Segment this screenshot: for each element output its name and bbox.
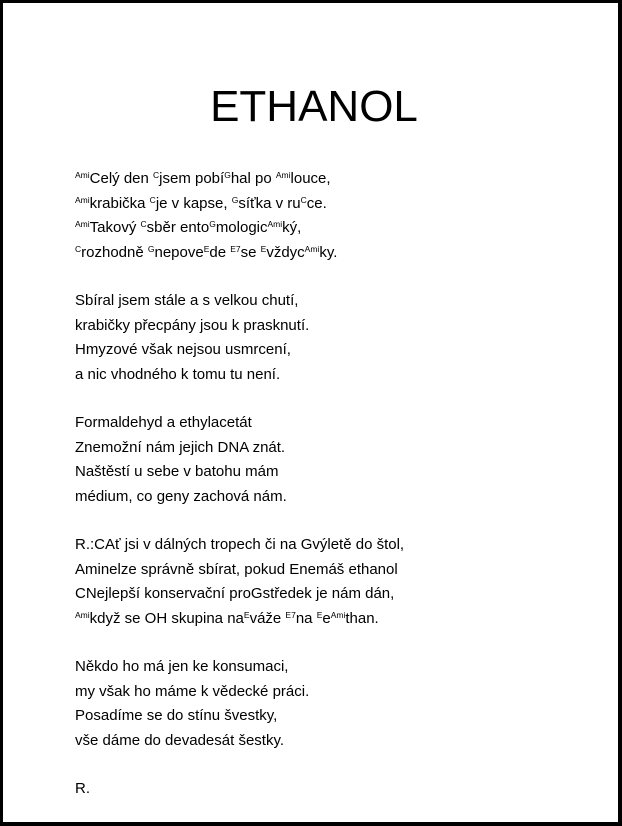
lyric-text: a nic vhodného k tomu tu není. — [75, 365, 281, 383]
lyric-text: váže — [249, 609, 286, 627]
lyric-text: R.:CAť jsi v dálných tropech či na Gvýletě do štol, — [75, 536, 405, 553]
lyric-line — [75, 460, 595, 485]
lyric-line — [75, 729, 595, 754]
chord-label: C — [300, 194, 307, 205]
lyric-text: na — [295, 609, 317, 627]
lyric-text: than. — [345, 609, 379, 627]
lyric-line — [75, 338, 595, 363]
chord-label: E — [316, 609, 323, 620]
chord-label: Ami — [330, 609, 346, 620]
lyric-text: vždyc — [266, 243, 305, 261]
chord-label: C — [140, 219, 147, 229]
chord-label: Ami — [75, 219, 90, 229]
lyric-line — [75, 411, 595, 436]
stanza — [75, 411, 595, 509]
lyric-text: CNejlepší konservační proGstředek je nám dán, — [75, 585, 395, 602]
lyric-line — [75, 533, 595, 558]
lyric-line — [75, 485, 595, 510]
lyric-text: sběr ento — [146, 219, 210, 236]
lyric-text: Naštěstí u sebe v batohu mám — [75, 463, 279, 480]
chord-label: C — [149, 194, 156, 205]
lyric-text: louce, — [290, 170, 331, 187]
lyric-line — [75, 704, 595, 729]
chord-label: C — [153, 170, 160, 180]
chord-label: Ami — [275, 170, 291, 180]
chord-label: G — [231, 194, 239, 205]
lyric-text: Někdo ho má jen ke konsumaci, — [75, 658, 289, 675]
lyric-line — [75, 216, 595, 241]
lyric-text: ký, — [282, 219, 302, 236]
lyric-line — [75, 582, 595, 607]
chord-label: C — [75, 243, 82, 254]
stanza — [75, 655, 595, 753]
lyric-text: my však ho máme k vědecké práci. — [75, 682, 310, 700]
lyric-line — [75, 241, 595, 266]
stanza — [75, 289, 595, 387]
lyric-text: když se OH skupina na — [89, 609, 244, 627]
lyric-text: Takový — [89, 219, 141, 236]
lyric-line — [75, 436, 595, 461]
lyrics-body — [75, 167, 595, 826]
lyric-line — [75, 607, 595, 632]
chord-label: Ami — [304, 243, 320, 254]
lyric-text: síťka v ru — [238, 194, 301, 212]
lyric-text: Sbíral jsem stále a s velkou chutí, — [75, 292, 299, 309]
lyric-line — [75, 167, 595, 192]
lyric-text: krabička — [89, 194, 150, 212]
stanza — [75, 533, 595, 631]
lyric-line — [75, 192, 595, 217]
chord-label: G — [224, 170, 231, 180]
lyric-line — [75, 680, 595, 705]
lyric-text: hal po — [230, 170, 276, 187]
stanza — [75, 167, 595, 265]
lyric-text: nepove — [154, 243, 204, 261]
lyric-text: se — [240, 243, 261, 261]
chord-label: E — [203, 243, 210, 254]
lyric-text: ky. — [319, 243, 338, 261]
lyric-text: vše dáme do devadesát šestky. — [75, 731, 285, 749]
lyric-line — [75, 363, 595, 388]
lyric-line — [75, 558, 595, 583]
lyric-text: mologic — [215, 219, 268, 236]
lyric-text: jsem pobí — [159, 170, 225, 187]
lyric-text: Znemožní nám jejich DNA znát. — [75, 438, 286, 456]
chord-label: E7 — [230, 243, 241, 254]
lyric-text: Celý den — [89, 170, 154, 187]
chord-label: E — [260, 243, 267, 254]
chord-label: G — [209, 219, 216, 229]
lyric-text: Formaldehyd a ethylacetát — [75, 414, 252, 431]
lyric-text: Hmyzové však nejsou usmrcení, — [75, 341, 291, 358]
song-title: ETHANOL — [210, 82, 418, 131]
lyric-text: médium, co geny zachová nám. — [75, 487, 287, 505]
chord-label: E — [243, 609, 250, 620]
lyric-line — [75, 655, 595, 680]
chord-label: Ami — [75, 609, 90, 620]
chord-label: E7 — [285, 609, 296, 620]
lyric-text: Posadíme se do stínu švestky, — [75, 707, 278, 724]
chord-label: Ami — [75, 194, 90, 205]
lyric-text: krabičky přecpány jsou k prasknutí. — [75, 316, 310, 334]
lyric-line — [75, 777, 595, 802]
lyric-line — [75, 314, 595, 339]
lyric-text: je v kapse, — [155, 194, 232, 212]
lyric-text: de — [209, 243, 231, 261]
chord-label: Ami — [75, 170, 90, 180]
lyric-line — [75, 289, 595, 314]
lyric-text: ce. — [306, 194, 327, 212]
lyric-text: rozhodně — [81, 243, 148, 261]
lyric-text: e — [322, 609, 331, 627]
stanza — [75, 777, 595, 802]
lyric-text: Aminelze správně sbírat, pokud Enemáš ethanol — [75, 560, 398, 578]
lyric-text: R. — [75, 780, 90, 797]
chord-label: G — [147, 243, 155, 254]
chord-label: Ami — [267, 219, 283, 229]
